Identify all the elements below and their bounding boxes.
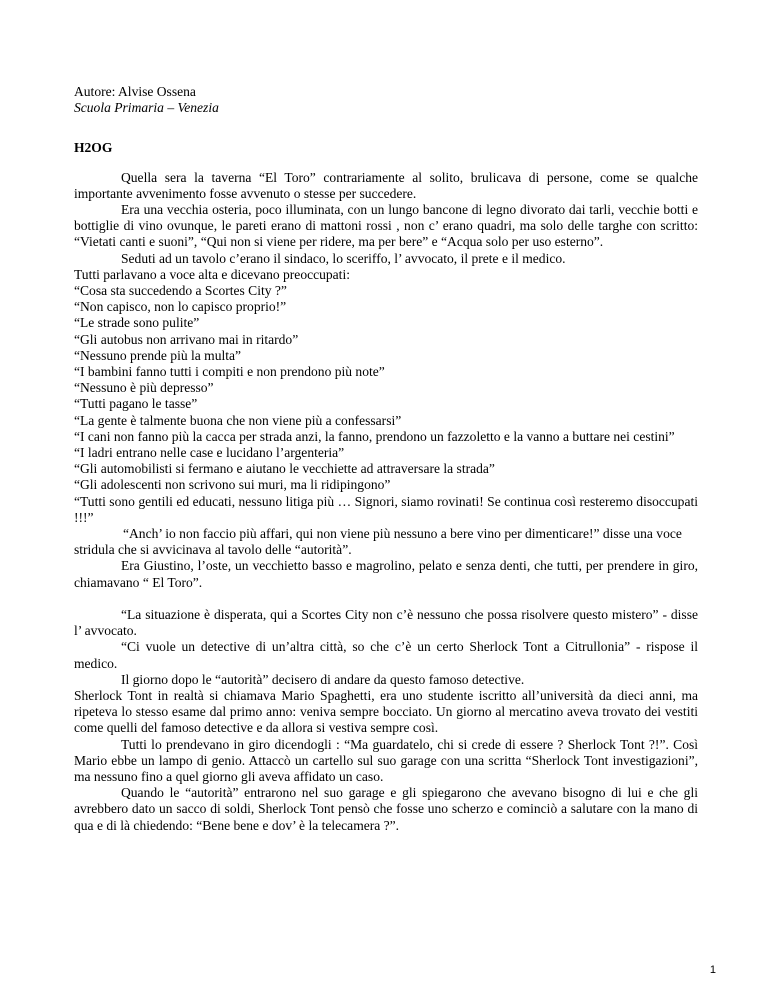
author-line: Autore: Alvise Ossena [74,84,196,99]
paragraph: “I cani non fanno più la cacca per strada anzi, la fanno, prendono un fazzoletto e la vanno a buttare nei cestini” [74,428,675,444]
paragraph: “Gli automobilisti si fermano e aiutano le vecchiette ad attraversare la strada” [74,461,495,477]
paragraph: Era una vecchia osteria, poco illuminata, con un lungo bancone di legno divorato dai tarli, vecchie botti e bottiglie di vino ovunque, le pareti erano di mattoni rossi , non c’ erano quadri, ma solo delle targhe con scritto: “Vietati canti e suoni”, “Qui non si viene per ridere, ma per bere” e “Acqua solo per uso esterno”. [74,202,698,250]
paragraph: Seduti ad un tavolo c’erano il sindaco, lo sceriffo, l’ avvocato, il prete e il medico. [121,250,566,266]
paragraph: “Nessuno prende più la multa” [74,347,242,363]
paragraph: Quella sera la taverna “El Toro” contrariamente al solito, brulicava di persone, come se qualche importante avvenimento fosse avvenuto o stesse per succedere. [74,169,698,201]
paragraph: “Le strade sono pulite” [74,315,200,331]
paragraph: “Gli adolescenti non scrivono sui muri, ma li ridipingono” [74,477,391,493]
story-body [74,170,698,834]
paragraph: Era Giustino, l’oste, un vecchietto basso e magrolino, pelato e senza denti, che tutti, per prendere in giro, chiamavano “ El Toro”. [74,558,698,590]
paragraph: “Gli autobus non arrivano mai in ritardo” [74,331,299,347]
paragraph: Tutti lo prendevano in giro dicendogli : “Ma guardatelo, chi si crede di essere ? Sherlock Tont ?!”. Così Mario ebbe un lampo di genio. Attaccò un cartello sul suo garage con una scritta “Sherlock Tont investigazioni”, ma nessuno fino a quel giorno gli aveva affidato un caso. [74,736,698,784]
school-line: Scuola Primaria – Venezia [74,100,219,116]
paragraph: “I bambini fanno tutti i compiti e non prendono più note” [74,364,385,380]
paragraph: Tutti parlavano a voce alta e dicevano preoccupati: [74,266,350,282]
paragraph: “Non capisco, non lo capisco proprio!” [74,299,287,315]
paragraph: “Ci vuole un detective di un’altra città, so che c’è un certo Sherlock Tont a Citrullonia” - rispose il medico. [74,639,698,671]
paragraph: “I ladri entrano nelle case e lucidano l’argenteria” [74,445,345,461]
paragraph: “La situazione è disperata, qui a Scortes City non c’è nessuno che possa risolvere questo mistero” - disse l’ avvocato. [74,606,698,639]
paragraph: “La gente è talmente buona che non viene più a confessarsi” [74,412,402,428]
paragraph: Quando le “autorità” entrarono nel suo garage e gli spiegarono che avevano bisogno di lui e che gli avrebbero dato un sacco di soldi, Sherlock Tont pensò che fosse uno scherzo e cominciò a salutare con la mano di qua e di là chiedendo: “Bene bene e dov’ è la telecamera ?”. [74,785,698,833]
paragraph: Sherlock Tont in realtà si chiamava Mario Spaghetti, era uno studente iscritto all’università da dieci anni, ma ripeteva lo stesso esame dal primo anno: veniva sempre bocciato. Un giorno al mercatino aveva trovato dei vestiti come quelli del famoso detective e da allora si vestiva sempre così. [74,687,698,736]
paragraph: “Tutti sono gentili ed educati, nessuno litiga più … Signori, siamo rovinati! Se continua così resteremo disoccupati !!!” [74,493,698,525]
paragraph: “Anch’ io non faccio più affari, qui non viene più nessuno a bere vino per dimenticare!” disse una voce stridula che si avvicinava al tavolo delle “autorità”. [74,526,682,558]
paragraph: “Cosa sta succedendo a Scortes City ?” [74,283,287,299]
story-title: H2OG [74,140,113,156]
paragraph: “Nessuno è più depresso” [74,380,214,396]
paragraph: “Tutti pagano le tasse” [74,396,198,412]
page-number: 1 [709,964,716,976]
paragraph: Il giorno dopo le “autorità” decisero di andare da questo famoso detective. [121,671,525,687]
